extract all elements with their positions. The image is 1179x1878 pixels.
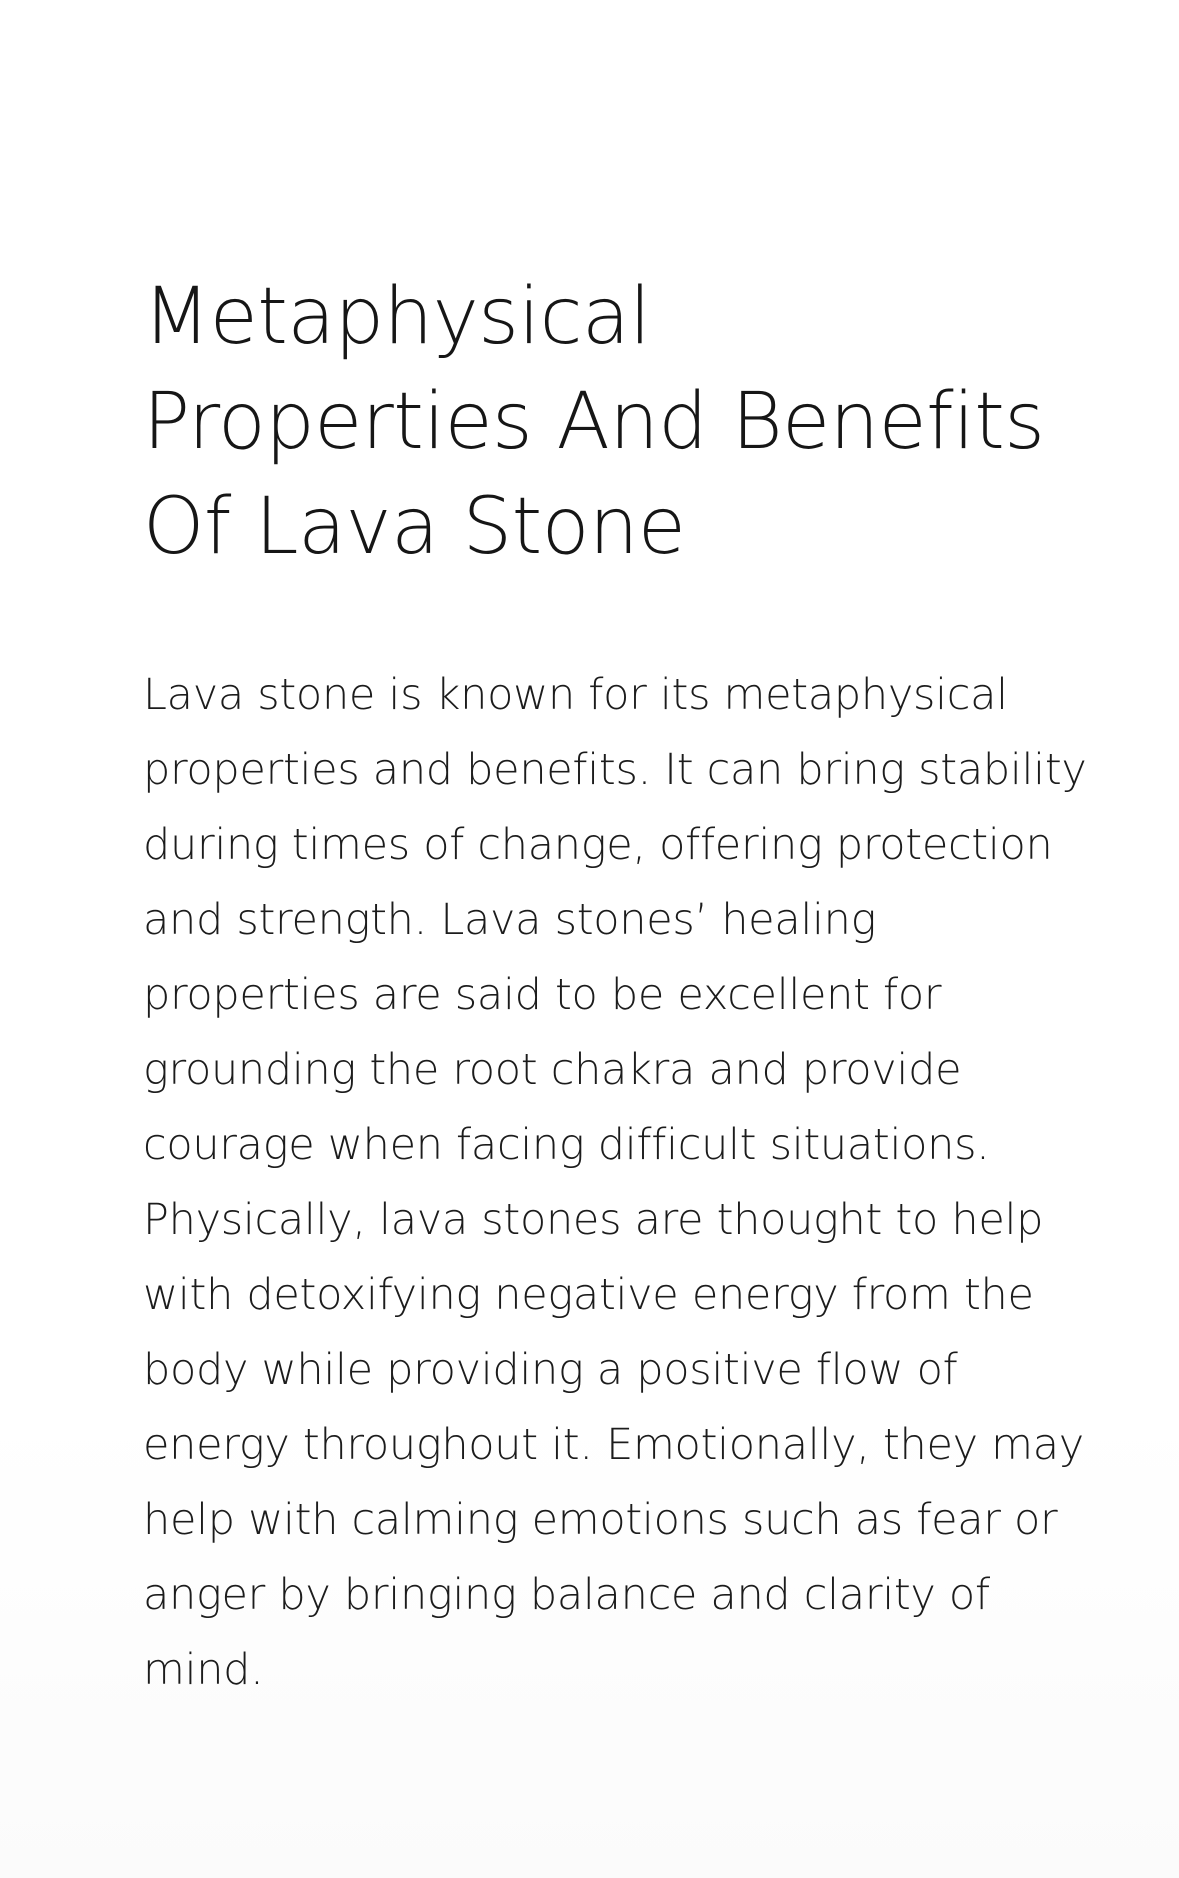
article-title: Metaphysical Properties And Benefits Of Lava Stone (143, 272, 1045, 572)
article-body: Lava stone is known for its metaphysical properties and benefits. It can bring stability during times of change, offering protection and strength. Lava stones’ healing properties are said to be excellent for grounding the root chakra and provide courage when facing difficult situations. Physically, lava stones are thought to help with detoxifying negative energy from the body while providing a positive flow of energy throughout it. Emotionally, they may help with calming emotions such as fear or anger by bringing balance and clarity of mind. (143, 670, 1087, 1695)
article (143, 265, 1103, 1708)
